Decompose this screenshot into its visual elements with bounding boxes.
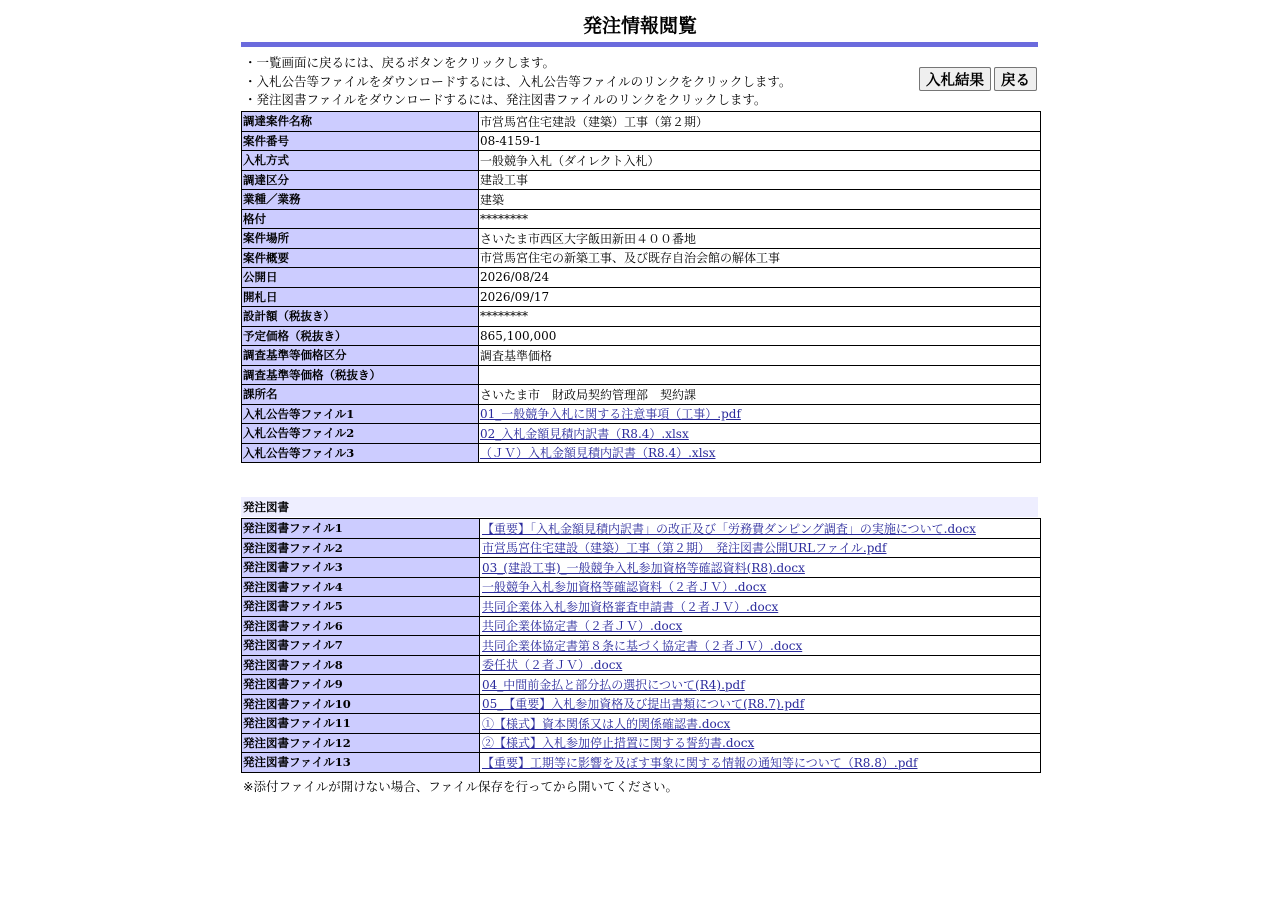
table-row [242, 538, 1041, 558]
table-row [242, 424, 1041, 444]
row-value [480, 616, 1041, 636]
row-value [480, 655, 1041, 675]
row-label: 発注図書ファイル2 [242, 538, 480, 558]
page-title: 発注情報閲覧 [582, 15, 697, 37]
row-label: 発注図書ファイル7 [242, 636, 480, 656]
table-row [242, 597, 1041, 617]
row-value [480, 636, 1041, 656]
row-label: 案件番号 [242, 131, 479, 151]
table-row [242, 733, 1041, 753]
row-label: 設計額（税抜き） [242, 307, 479, 327]
row-label: 案件概要 [242, 248, 479, 268]
table-row [242, 675, 1041, 695]
case-info-table [241, 111, 1041, 463]
table-row [242, 151, 1041, 171]
row-label: 発注図書ファイル3 [242, 558, 480, 578]
row-value: 市営馬宮住宅の新築工事、及び既存自治会館の解体工事 [479, 248, 1041, 268]
row-label: 格付 [242, 209, 479, 229]
row-value [480, 694, 1041, 714]
row-label: 入札公告等ファイル3 [242, 443, 479, 463]
row-value: 08-4159-1 [479, 131, 1041, 151]
row-label: 調査基準等価格区分 [242, 346, 479, 366]
table-row [242, 519, 1041, 539]
row-value: 一般競争入札（ダイレクト入札） [479, 151, 1041, 171]
row-value: ******** [479, 307, 1041, 327]
row-label: 発注図書ファイル13 [242, 753, 480, 773]
row-label: 公開日 [242, 268, 479, 288]
row-value [480, 558, 1041, 578]
row-value [480, 733, 1041, 753]
row-value [480, 597, 1041, 617]
page-container [241, 0, 1039, 795]
row-value: 2026/09/17 [479, 287, 1041, 307]
table-row [242, 326, 1041, 346]
table-row [242, 112, 1041, 132]
row-value [480, 675, 1041, 695]
file-link[interactable]: 01_一般競争入札に関する注意事項（工事）.pdf [480, 407, 741, 422]
row-label: 予定価格（税抜き） [242, 326, 479, 346]
row-label: 発注図書ファイル5 [242, 597, 480, 617]
row-value [480, 519, 1041, 539]
table-row [242, 636, 1041, 656]
table-row [242, 616, 1041, 636]
row-value: 建設工事 [479, 170, 1041, 190]
file-link[interactable]: 委任状（２者ＪＶ）.docx [482, 658, 623, 673]
table-row [242, 190, 1041, 210]
table-row [242, 287, 1041, 307]
row-label: 入札公告等ファイル2 [242, 424, 479, 444]
row-label: 課所名 [242, 385, 479, 405]
back-button[interactable]: 戻る [994, 67, 1037, 91]
table-row [242, 346, 1041, 366]
row-value [479, 404, 1041, 424]
row-value [480, 538, 1041, 558]
row-label: 調達区分 [242, 170, 479, 190]
instruction-item: ・入札公告等ファイルをダウンロードするには、入札公告等ファイルのリンクをクリックします。 [244, 73, 792, 89]
row-value: さいたま市 財政局契約管理部 契約課 [479, 385, 1041, 405]
row-value: ******** [479, 209, 1041, 229]
row-label: 開札日 [242, 287, 479, 307]
table-row [242, 558, 1041, 578]
row-value: 2026/08/24 [479, 268, 1041, 288]
row-label: 調達案件名称 [242, 112, 479, 132]
row-value [479, 443, 1041, 463]
instructions [241, 47, 1039, 111]
file-link[interactable]: （ＪＶ）入札金額見積内訳書（R8.4）.xlsx [480, 446, 716, 461]
row-label: 発注図書ファイル12 [242, 733, 480, 753]
row-value [480, 753, 1041, 773]
row-label: 入札方式 [242, 151, 479, 171]
row-value [480, 714, 1041, 734]
row-value: 建築 [479, 190, 1041, 210]
row-value: 865,100,000 [479, 326, 1041, 346]
bid-result-button[interactable]: 入札結果 [919, 67, 991, 91]
table-row [242, 655, 1041, 675]
action-buttons [919, 67, 1037, 91]
row-value [479, 365, 1041, 385]
row-label: 案件場所 [242, 229, 479, 249]
table-row [242, 385, 1041, 405]
file-link[interactable]: ①【様式】資本関係又は人的関係確認書.docx [482, 716, 731, 731]
row-label: 入札公告等ファイル1 [242, 404, 479, 424]
instruction-item: ・発注図書ファイルをダウンロードするには、発注図書ファイルのリンクをクリックします。 [244, 92, 767, 107]
row-label: 発注図書ファイル9 [242, 675, 480, 695]
row-label: 発注図書ファイル11 [242, 714, 480, 734]
row-value: 調査基準価格 [479, 346, 1041, 366]
table-row [242, 268, 1041, 288]
drawings-section-heading: 発注図書 [241, 497, 1038, 517]
file-link[interactable]: 一般競争入札参加資格等確認資料（２者ＪＶ）.docx [482, 580, 767, 595]
file-link[interactable]: 03_(建設工事)_一般競争入札参加資格等確認資料(R8).docx [482, 560, 805, 575]
drawings-table [241, 518, 1041, 773]
file-link[interactable]: 04_中間前金払と部分払の選択について(R4).pdf [482, 677, 745, 692]
table-row [242, 714, 1041, 734]
table-row [242, 170, 1041, 190]
row-value [480, 577, 1041, 597]
row-label: 発注図書ファイル10 [242, 694, 480, 714]
row-label: 発注図書ファイル4 [242, 577, 480, 597]
file-link[interactable]: 共同企業体協定書第８条に基づく協定書（２者ＪＶ）.docx [482, 638, 803, 653]
instruction-item: ・一覧画面に戻るには、戻るボタンをクリックします。 [244, 55, 556, 70]
file-link[interactable]: ②【様式】入札参加停止措置に関する誓約書.docx [482, 736, 755, 751]
table-row [242, 209, 1041, 229]
file-link[interactable]: 共同企業体協定書（２者ＪＶ）.docx [482, 619, 683, 634]
table-row [242, 131, 1041, 151]
row-value [479, 424, 1041, 444]
table-row [242, 443, 1041, 463]
footer-note: ※添付ファイルが開けない場合、ファイル保存を行ってから開いてください。 [243, 778, 678, 794]
row-label: 発注図書ファイル8 [242, 655, 480, 675]
file-link[interactable]: 02_入札金額見積内訳書（R8.4）.xlsx [480, 426, 689, 441]
row-value: さいたま市西区大字飯田新田４００番地 [479, 229, 1041, 249]
row-label: 発注図書ファイル6 [242, 616, 480, 636]
row-value: 市営馬宮住宅建設（建築）工事（第２期） [479, 112, 1041, 132]
file-link[interactable]: 【重要】工期等に影響を及ぼす事象に関する情報の通知等について（R8.8）.pdf [482, 755, 918, 770]
row-label: 業種／業務 [242, 190, 479, 210]
table-row [242, 229, 1041, 249]
row-label: 調査基準等価格（税抜き） [242, 365, 479, 385]
table-row [242, 577, 1041, 597]
table-row [242, 694, 1041, 714]
file-link[interactable]: 市営馬宮住宅建設（建築）工事（第２期） 発注図書公開URLファイル.pdf [482, 541, 887, 556]
table-row [242, 307, 1041, 327]
file-link[interactable]: 【重要】「入札金額見積内訳書」の改正及び「労務費ダンピング調査」の実施について.docx [482, 521, 976, 536]
table-row [242, 365, 1041, 385]
table-row [242, 404, 1041, 424]
file-link[interactable]: 共同企業体入札参加資格審査申請書（２者ＪＶ）.docx [482, 599, 779, 614]
table-row [242, 248, 1041, 268]
table-row [242, 753, 1041, 773]
file-link[interactable]: 05_【重要】入札参加資格及び提出書類について(R8.7).pdf [482, 697, 805, 712]
row-label: 発注図書ファイル1 [242, 519, 480, 539]
